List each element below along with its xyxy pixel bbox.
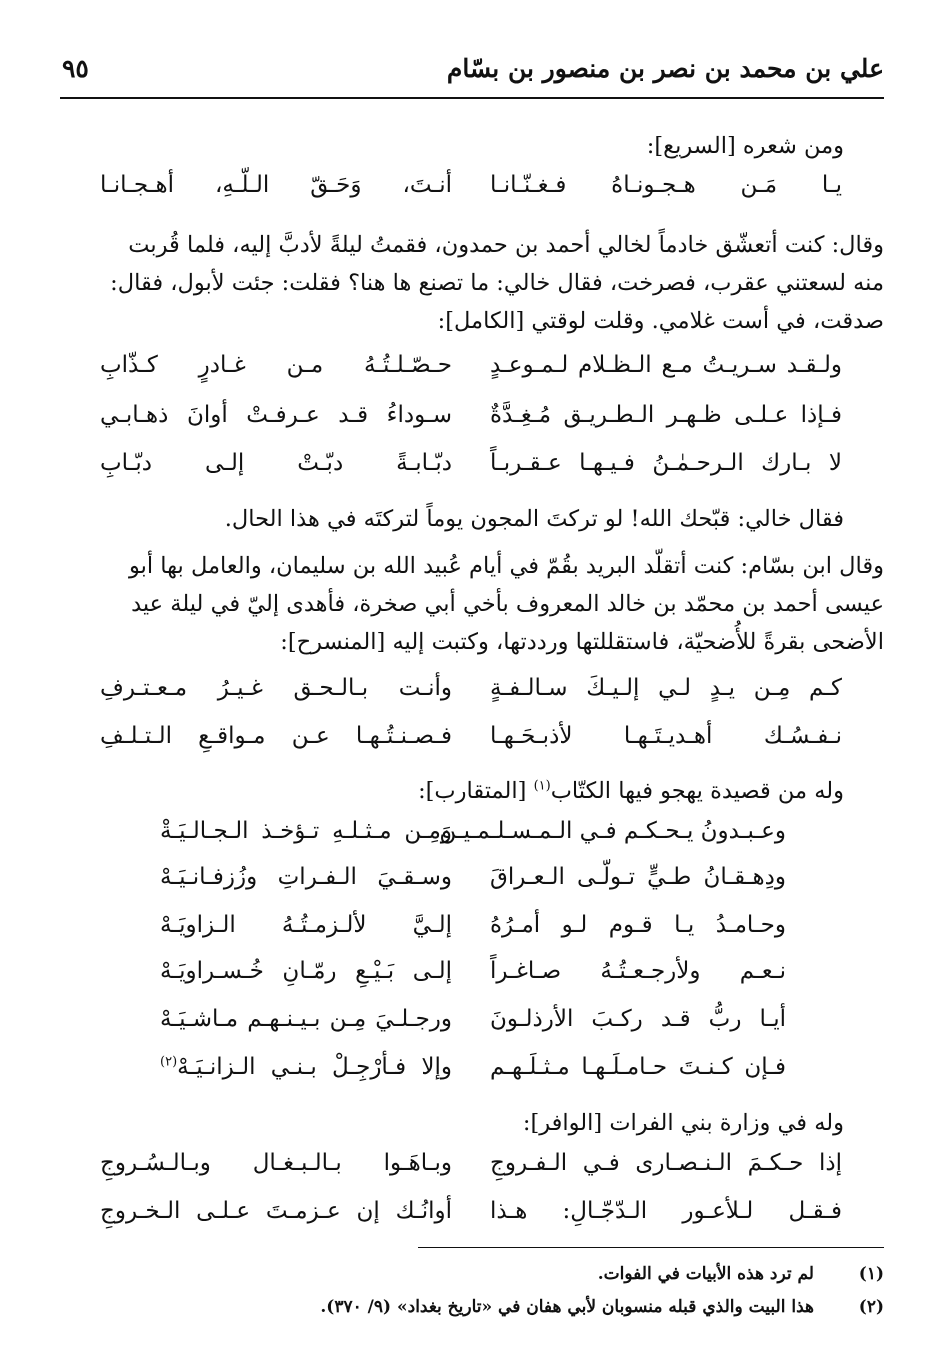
verse-line (100, 1150, 842, 1190)
footnote-text: لم ترد هذه الأبيات في الفوات. (597, 1264, 814, 1284)
paragraph (56, 226, 884, 340)
poem-intro (56, 772, 844, 810)
verse-line (160, 864, 786, 904)
verse-line (160, 1054, 786, 1094)
page-number: ٩٥ (62, 54, 89, 83)
verse-first-hemistich: وعـبـدونُ يـحـكـم فـي الـمـسـلـمـيـنَ (439, 818, 786, 844)
verse-line (100, 723, 842, 763)
verse-line (100, 450, 842, 490)
verse-first-hemistich: أيـا ربُّ قـد ركـبَ الأرذلـونَ (490, 1006, 786, 1032)
verse-second-hemistich: أنـتَ، وَحَـقّ الـلّـهِ، أهـجـانـا (100, 172, 452, 198)
footnote (56, 1264, 884, 1290)
verse-second-hemistich: حـصّـلـتُـهُ مـن غـادرٍ كـذّابِ (100, 352, 452, 378)
paragraph-line: وقال ابن بسّام: كنت أتقلّد البريد بقُمّ في أيام عُبيد الله بن سليمان، والعامل بها أبو (129, 553, 884, 579)
paragraph-line: عيسى أحمد بن محمّد بن خالد المعروف بأخي أبي صخرة، فأهدى إليّ في ليلة عيد (131, 591, 884, 617)
verse-second-hemistich: وأنـت بـالـحـق غـيـرُ مـعـتـرفِ (100, 675, 452, 701)
verse-line (100, 1198, 842, 1238)
paragraph-line: صدقت، في أست غلامي. وقلت لوقتي [الكامل]: (437, 308, 884, 334)
verse-second-hemistich: وبـاهَـوا بـالـبـغـال وبـالـسُـروجِ (100, 1150, 452, 1176)
verse-second-hemistich: إلـى بَـيْـعِ رمّـانِ خُـسـراويَـهْ (160, 958, 452, 984)
verse-first-hemistich: ودِهـقـانُ طـيٍّ تـولّـى الـعـراقَ (490, 864, 786, 890)
verse-second-hemistich: ورجـلـيَ مِـن بـيـنـهـم مـاشـيَـهْ (160, 1006, 452, 1032)
verse-second-hemistich: وسـقـيَ الـفـراتِ وزُزفـانـيَـهْ (160, 864, 452, 890)
verse-first-hemistich: إذا حـكـمَ الـنـصـارى فـي الـفـروجِ (490, 1150, 842, 1176)
verse-second-hemistich (160, 1054, 452, 1080)
verse-first-hemistich: ولـقـد سـريـتُ مـع الـظـلام لـمـوعـدٍ (490, 352, 842, 378)
running-title: علي بن محمد بن نصر بن منصور بن بسّام (446, 54, 884, 83)
footnote-number: (١) (858, 1264, 884, 1284)
footnote (56, 1297, 884, 1323)
verse-first-hemistich: يـا مَـن هـجـونـاهُ فـغـنّـانـا (490, 172, 842, 198)
verse-second-hemistich: إلـيَّ لألـزمـتُـهُ الـزاويَـهْ (160, 912, 452, 938)
meter-label: [المتقارب]: (418, 778, 527, 804)
verse-first-hemistich: نـعـم ولأرجـعـتُـهُ صـاغـراً (490, 958, 786, 984)
header-rule (60, 97, 884, 99)
footnote-rule (418, 1247, 884, 1248)
verse-line (100, 352, 842, 392)
verse-line (100, 402, 842, 442)
verse-second-hemistich: فـصـنـتُـهـا عـن مـواقـعِ الـتـلـفِ (100, 723, 452, 749)
poem-intro: ومن شعره [السريع]: (646, 133, 844, 159)
verse-second-hemistich: دبّـابـةً دبّـتْ إلـى دبّـابِ (100, 450, 452, 476)
footnote-ref: (٢) (160, 1054, 178, 1070)
paragraph-line: وقال: كنت أتعشّق خادماً لخالي أحمد بن حمدون، فقمتُ ليلةً لأدبَّ إليه، فلما قُربت (128, 232, 884, 258)
paragraph-line: منه لسعتني عقرب، فصرخت، فقال خالي: ما تصنع ها هنا؟ فقلت: جئت لأبول، فقال: (110, 270, 884, 296)
paragraph-line: الأضحى بقرةً للأُضحيّة، فاستقللتها ورددتها، وكتبت إليه [المنسرح]: (280, 629, 884, 655)
verse-line (160, 958, 786, 998)
verse-first-hemistich: كـم مِـن يـدٍ لـي إلـيـكَ سـالـفـةٍ (490, 675, 842, 701)
hemistich-text: وإلا فـأرْجِـلْ بـنـي الـزانـيَـهْ (177, 1054, 452, 1080)
verse-first-hemistich: وحـامـدُ يـا قـوم لـو أمـرُهُ (490, 912, 786, 938)
paragraph (56, 547, 884, 661)
verse-first-hemistich: لا بـارك الـرحـمٰـنُ فـيـهـا عـقـربـاً (490, 450, 842, 476)
paragraph: فقال خالي: قبّحك الله! لو تركتَ المجون يوماً لتركتَه في هذا الحال. (224, 506, 844, 532)
verse-line (100, 675, 842, 715)
verse-second-hemistich: ومِـن مـثـلـهِ تـؤخـذ الـجـالـيَـةْ (160, 818, 452, 844)
verse-first-hemistich: فـقـل لـلأعـور الـدّجّـالِ: هـذا (490, 1198, 842, 1224)
footnote-ref: (١) (533, 778, 551, 794)
verse-line (160, 912, 786, 952)
footnote-text: هذا البيت والذي قبله منسوبان لأبي هفان في «تاريخ بغداد» (٩/ ٣٧٠). (320, 1297, 814, 1317)
verse-second-hemistich: سـوداءُ قـد عـرفـتْ أوانَ ذهـابـي (100, 402, 452, 428)
verse-line (100, 172, 842, 212)
verse-line (160, 818, 786, 858)
intro-text: وله من قصيدة يهجو فيها الكتّاب (550, 778, 844, 804)
poem-intro: وله في وزارة بني الفرات [الوافر]: (522, 1110, 844, 1136)
verse-first-hemistich: نـفـسُـك أهـديـتَـهـا لأذبـحَـهـا (490, 723, 842, 749)
verse-line (160, 1006, 786, 1046)
verse-second-hemistich: أوانُـك إن عـزمـتَ عـلـى الـخـروجِ (100, 1198, 452, 1224)
footnote-number: (٢) (858, 1297, 884, 1317)
verse-first-hemistich: فـإن كـنـتَ حـامـلَـهـا مـثـلَـهـم (490, 1054, 786, 1080)
verse-first-hemistich: فـإذا عـلـى ظـهـر الـطـريـق مُـغِـدَّةٌ (490, 402, 842, 428)
